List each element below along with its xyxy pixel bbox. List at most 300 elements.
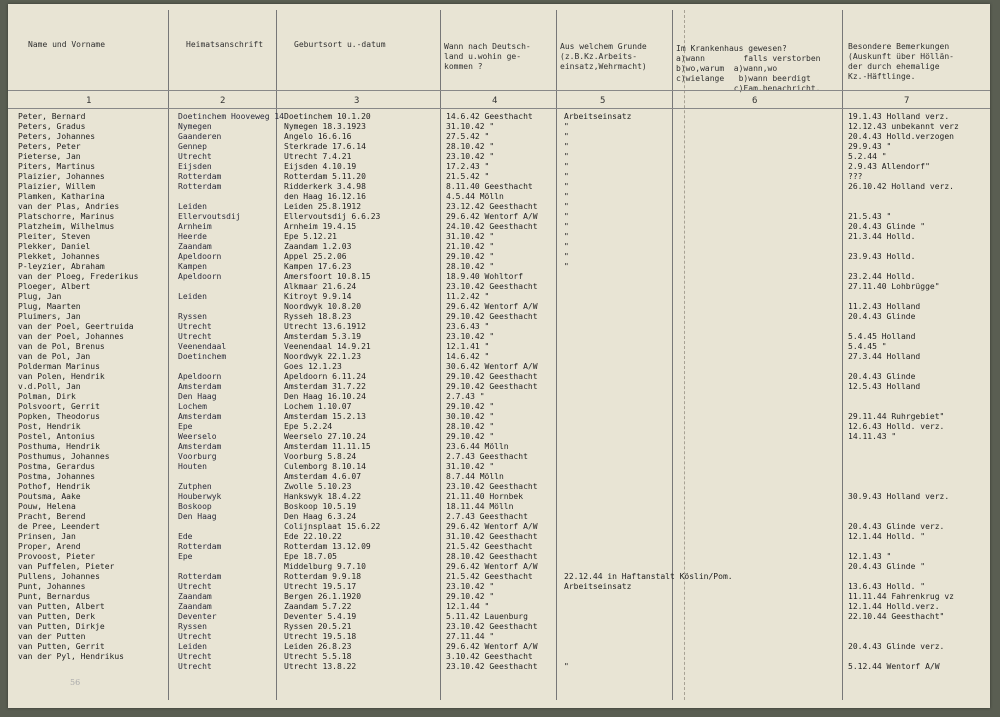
address-cell: Zaandam — [178, 242, 212, 251]
name-cell: Pieterse, Jan — [18, 152, 81, 161]
arrival-cell: 30.10.42 " — [446, 412, 495, 421]
birth-cell: Ede 22.10.22 — [284, 532, 342, 541]
reason-cell: " — [564, 122, 569, 131]
birth-cell: Colijnsplaat 15.6.22 — [284, 522, 381, 531]
birth-cell: Voorburg 5.8.24 — [284, 452, 357, 461]
remarks-cell: 29.9.43 " — [848, 142, 892, 151]
remarks-cell: 20.4.43 Holld.verzogen — [848, 132, 954, 141]
table-row — [8, 352, 990, 362]
address-cell: Utrecht — [178, 582, 212, 591]
birth-cell: Amsterdam 4.6.07 — [284, 472, 362, 481]
name-cell: Postma, Johannes — [18, 472, 96, 481]
remarks-cell: 5.12.44 Wentorf A/W — [848, 662, 940, 671]
arrival-cell: 29.10.42 Geesthacht — [446, 382, 538, 391]
column-number: 4 — [492, 96, 498, 106]
arrival-cell: 23.6.44 Mölln — [446, 442, 509, 451]
arrival-cell: 29.10.42 " — [446, 402, 495, 411]
reason-cell: " — [564, 232, 569, 241]
name-cell: Punt, Johannes — [18, 582, 86, 591]
table-row — [8, 492, 990, 502]
birth-cell: Amsterdam 11.11.15 — [284, 442, 371, 451]
address-cell: Leiden — [178, 202, 207, 211]
name-cell: van der Poel, Geertruida — [18, 322, 134, 331]
arrival-cell: 24.10.42 Geesthacht — [446, 222, 538, 231]
header-hospital: Im Krankenhaus gewesen? a)wann falls verstorben b)wo,warum a)wann,wo c)wielange b)wann beerdigt c)Fam.benachricht. — [676, 44, 821, 93]
name-cell: van der Putten — [18, 632, 86, 641]
arrival-cell: 12.1.44 " — [446, 602, 490, 611]
remarks-cell: 19.1.43 Holland verz. — [848, 112, 950, 121]
birth-cell: Lochem 1.10.07 — [284, 402, 352, 411]
name-cell: Polderman Marinus — [18, 362, 100, 371]
header-arrival: Wann nach Deutsch- land u.wohin ge- kommen ? — [444, 42, 531, 71]
name-cell: Ploeger, Albert — [18, 282, 91, 291]
birth-cell: Ellervoutsdij 6.6.23 — [284, 212, 381, 221]
table-row — [8, 162, 990, 172]
address-cell: Utrecht — [178, 152, 212, 161]
address-cell: Houten — [178, 462, 207, 471]
address-cell: Eijsden — [178, 162, 212, 171]
birth-cell: Angelo 16.6.16 — [284, 132, 352, 141]
address-cell: Rotterdam — [178, 172, 222, 181]
name-cell: Posthumus, Johannes — [18, 452, 110, 461]
arrival-cell: 21.10.42 " — [446, 242, 495, 251]
table-row — [8, 282, 990, 292]
column-number: 7 — [904, 96, 910, 106]
address-cell: Leiden — [178, 292, 207, 301]
address-cell: Amsterdam — [178, 442, 222, 451]
birth-cell: Apeldoorn 6.11.24 — [284, 372, 366, 381]
birth-cell: Noordwyk 10.8.20 — [284, 302, 362, 311]
arrival-cell: 2.7.43 Geesthacht — [446, 452, 528, 461]
birth-cell: Deventer 5.4.19 — [284, 612, 357, 621]
address-cell: Ryssen — [178, 622, 207, 631]
birth-cell: Zwolle 5.10.23 — [284, 482, 352, 491]
document-sheet — [8, 4, 990, 708]
table-row — [8, 132, 990, 142]
table-row — [8, 662, 990, 672]
name-cell: v.d.Poll, Jan — [18, 382, 81, 391]
arrival-cell: 5.11.42 Lauenburg — [446, 612, 528, 621]
address-cell: Arnheim — [178, 222, 212, 231]
reason-cell: " — [564, 222, 569, 231]
arrival-cell: 27.11.44 " — [446, 632, 495, 641]
address-cell: Houberwyk — [178, 492, 222, 501]
arrival-cell: 18.9.40 Wohltorf — [446, 272, 524, 281]
name-cell: Peters, Gradus — [18, 122, 86, 131]
address-cell: Epe — [178, 552, 193, 561]
birth-cell: Rotterdam 9.9.18 — [284, 572, 362, 581]
birth-cell: Hankswyk 18.4.22 — [284, 492, 362, 501]
table-row — [8, 562, 990, 572]
remarks-cell: 20.4.43 Glinde verz. — [848, 642, 945, 651]
table-row — [8, 232, 990, 242]
arrival-cell: 21.11.40 Hornbek — [446, 492, 524, 501]
birth-cell: Amsterdam 15.2.13 — [284, 412, 366, 421]
arrival-cell: 29.6.42 Wentorf A/W — [446, 522, 538, 531]
arrival-cell: 29.6.42 Wentorf A/W — [446, 302, 538, 311]
reason-cell: " — [564, 132, 569, 141]
address-cell: Deventer — [178, 612, 217, 621]
table-row — [8, 612, 990, 622]
table-row — [8, 512, 990, 522]
birth-cell: Sterkrade 17.6.14 — [284, 142, 366, 151]
table-row — [8, 412, 990, 422]
name-cell: van der Ploeg, Frederikus — [18, 272, 139, 281]
table-row — [8, 482, 990, 492]
reason-cell: " — [564, 182, 569, 191]
address-cell: Utrecht — [178, 332, 212, 341]
remarks-cell: 30.9.43 Holland verz. — [848, 492, 950, 501]
reason-cell: " — [564, 252, 569, 261]
remarks-cell: 11.11.44 Fahrenkrug vz — [848, 592, 954, 601]
remarks-cell: 12.6.43 Holld. verz. — [848, 422, 945, 431]
remarks-cell: 12.5.43 Holland — [848, 382, 921, 391]
address-cell: Den Haag — [178, 512, 217, 521]
arrival-cell: 2.7.43 Geesthacht — [446, 512, 528, 521]
birth-cell: Utrecht 5.5.18 — [284, 652, 352, 661]
header-remarks: Besondere Bemerkungen (Auskunft über Höllän- der durch ehemalige Kz.-Häftlinge. — [848, 42, 954, 81]
table-row — [8, 642, 990, 652]
reason-cell: " — [564, 242, 569, 251]
remarks-cell: 12.1.44 Holld.verz. — [848, 602, 940, 611]
arrival-cell: 31.10.42 " — [446, 462, 495, 471]
birth-cell: Utrecht 19.5.17 — [284, 582, 357, 591]
arrival-cell: 23.10.42 Geesthacht — [446, 482, 538, 491]
birth-cell: Rysseh 18.8.23 — [284, 312, 352, 321]
reason-cell: " — [564, 172, 569, 181]
name-cell: van Putten, Albert — [18, 602, 105, 611]
table-row — [8, 542, 990, 552]
birth-cell: Epe 5.12.21 — [284, 232, 337, 241]
birth-cell: Culemborg 8.10.14 — [284, 462, 366, 471]
remarks-cell: 20.4.43 Glinde " — [848, 222, 926, 231]
name-cell: Pothof, Hendrik — [18, 482, 91, 491]
name-cell: van der Pyl, Hendrikus — [18, 652, 124, 661]
address-cell: Rotterdam — [178, 182, 222, 191]
table-row — [8, 322, 990, 332]
arrival-cell: 3.10.42 Geesthacht — [446, 652, 533, 661]
arrival-cell: 23.10.42 Geesthacht — [446, 662, 538, 671]
address-cell: Epe — [178, 422, 193, 431]
birth-cell: Rotterdam 5.11.20 — [284, 172, 366, 181]
address-cell: Apeldoorn — [178, 272, 222, 281]
birth-cell: Zaandam 5.7.22 — [284, 602, 352, 611]
name-cell: van Putten, Gerrit — [18, 642, 105, 651]
name-cell: Plug, Maarten — [18, 302, 81, 311]
birth-cell: Middelburg 9.7.10 — [284, 562, 366, 571]
remarks-cell: 23.9.43 Holld. — [848, 252, 916, 261]
address-cell: Voorburg — [178, 452, 217, 461]
birth-cell: Veenendaal 14.9.21 — [284, 342, 371, 351]
arrival-cell: 11.2.42 " — [446, 292, 490, 301]
remarks-cell: 22.10.44 Geesthacht" — [848, 612, 945, 621]
table-row — [8, 302, 990, 312]
birth-cell: Zaandam 1.2.03 — [284, 242, 352, 251]
name-cell: P-leyzier, Abraham — [18, 262, 105, 271]
arrival-cell: 23.12.42 Geesthacht — [446, 202, 538, 211]
arrival-cell: 21.5.42 " — [446, 172, 490, 181]
address-cell: Utrecht — [178, 322, 212, 331]
table-row — [8, 582, 990, 592]
birth-cell: Noordwyk 22.1.23 — [284, 352, 362, 361]
address-cell: Gennep — [178, 142, 207, 151]
name-cell: Plug, Jan — [18, 292, 62, 301]
table-row — [8, 392, 990, 402]
table-row — [8, 622, 990, 632]
reason-cell: " — [564, 192, 569, 201]
name-cell: Pleiter, Steven — [18, 232, 91, 241]
address-cell: Zutphen — [178, 482, 212, 491]
reason-cell: Arbeitseinsatz — [564, 582, 632, 591]
remarks-cell: 13.6.43 Holld. " — [848, 582, 926, 591]
header-reason: Aus welchem Grunde (z.B.Kz.Arbeits- einsatz,Wehrmacht) — [560, 42, 647, 71]
birth-cell: Eijsden 4.10.19 — [284, 162, 357, 171]
name-cell: Punt, Bernardus — [18, 592, 91, 601]
table-row — [8, 522, 990, 532]
arrival-cell: 21.5.42 Geesthacht — [446, 572, 533, 581]
birth-cell: Den Haag 16.10.24 — [284, 392, 366, 401]
table-row — [8, 472, 990, 482]
address-cell: Den Haag — [178, 392, 217, 401]
header-rule — [8, 90, 990, 91]
column-number: 3 — [354, 96, 360, 106]
arrival-cell: 8.11.40 Geesthacht — [446, 182, 533, 191]
birth-cell: Kitroyt 9.9.14 — [284, 292, 352, 301]
arrival-cell: 23.10.42 " — [446, 332, 495, 341]
name-cell: Pouw, Helena — [18, 502, 76, 511]
remarks-cell: 12.1.43 " — [848, 552, 892, 561]
address-cell: Utrecht — [178, 632, 212, 641]
birth-cell: Leiden 26.8.23 — [284, 642, 352, 651]
header-birth: Geburtsort u.-datum — [294, 40, 386, 49]
table-row — [8, 112, 990, 122]
name-cell: Poutsma, Aake — [18, 492, 81, 501]
name-cell: Posthuma, Hendrik — [18, 442, 100, 451]
address-cell: Ryssen — [178, 312, 207, 321]
table-row — [8, 252, 990, 262]
arrival-cell: 14.6.42 " — [446, 352, 490, 361]
reason-cell: Arbeitseinsatz — [564, 112, 632, 121]
table-row — [8, 272, 990, 282]
table-row — [8, 632, 990, 642]
table-row — [8, 442, 990, 452]
table-row — [8, 342, 990, 352]
arrival-cell: 28.10.42 " — [446, 142, 495, 151]
table-row — [8, 372, 990, 382]
birth-cell: Ridderkerk 3.4.98 — [284, 182, 366, 191]
arrival-cell: 29.10.42 " — [446, 252, 495, 261]
arrival-cell: 23.6.43 " — [446, 322, 490, 331]
address-cell: Apeldoorn — [178, 372, 222, 381]
birth-cell: Kampen 17.6.23 — [284, 262, 352, 271]
address-cell: Doetinchem — [178, 352, 227, 361]
remarks-cell: 5.4.45 " — [848, 342, 887, 351]
birth-cell: Bergen 26.1.1920 — [284, 592, 362, 601]
name-cell: Proper, Arend — [18, 542, 81, 551]
birth-cell: Doetinchem 10.1.20 — [284, 112, 371, 121]
table-row — [8, 602, 990, 612]
name-cell: van Putten, Derk — [18, 612, 96, 621]
reason-cell: " — [564, 152, 569, 161]
address-cell: Doetinchem Hooveweg 14 — [178, 112, 284, 121]
arrival-cell: 23.10.42 " — [446, 152, 495, 161]
remarks-cell: 21.3.44 Holld. — [848, 232, 916, 241]
address-cell: Apeldoorn — [178, 252, 222, 261]
address-cell: Leiden — [178, 642, 207, 651]
birth-cell: Arnheim 19.4.15 — [284, 222, 357, 231]
arrival-cell: 2.7.43 " — [446, 392, 485, 401]
address-cell: Rotterdam — [178, 572, 222, 581]
birth-cell: Utrecht 7.4.21 — [284, 152, 352, 161]
address-cell: Zaandam — [178, 592, 212, 601]
table-row — [8, 222, 990, 232]
name-cell: van Puffelen, Pieter — [18, 562, 115, 571]
reason-cell: " — [564, 202, 569, 211]
table-row — [8, 202, 990, 212]
birth-cell: Appel 25.2.06 — [284, 252, 347, 261]
name-cell: Plamken, Katharina — [18, 192, 105, 201]
reason-cell: " — [564, 212, 569, 221]
table-row — [8, 362, 990, 372]
arrival-cell: 8.7.44 Mölln — [446, 472, 504, 481]
table-row — [8, 152, 990, 162]
address-cell: Zaandam — [178, 602, 212, 611]
remarks-cell: 20.4.43 Glinde — [848, 312, 916, 321]
arrival-cell: 29.6.42 Wentorf A/W — [446, 562, 538, 571]
table-row — [8, 122, 990, 132]
address-cell: Kampen — [178, 262, 207, 271]
table-row — [8, 552, 990, 562]
address-cell: Gaanderen — [178, 132, 222, 141]
arrival-cell: 14.6.42 Geesthacht — [446, 112, 533, 121]
name-cell: van der Poel, Johannes — [18, 332, 124, 341]
table-row — [8, 432, 990, 442]
name-cell: Platzheim, Wilhelmus — [18, 222, 115, 231]
name-cell: Postel, Antonius — [18, 432, 96, 441]
page-mark: 56 — [70, 678, 81, 687]
name-cell: Platschorre, Marinus — [18, 212, 115, 221]
name-cell: Postma, Gerardus — [18, 462, 96, 471]
arrival-cell: 31.10.42 Geesthacht — [446, 532, 538, 541]
address-cell: Amsterdam — [178, 412, 222, 421]
arrival-cell: 29.10.42 " — [446, 592, 495, 601]
birth-cell: Ryssen 20.5.21 — [284, 622, 352, 631]
table-row — [8, 592, 990, 602]
birth-cell: Den Haag 6.3.24 — [284, 512, 357, 521]
arrival-cell: 4.5.44 Mölln — [446, 192, 504, 201]
table-row — [8, 292, 990, 302]
table-row — [8, 422, 990, 432]
table-row — [8, 142, 990, 152]
column-number: 5 — [600, 96, 606, 106]
address-cell: Boskoop — [178, 502, 212, 511]
reason-cell: " — [564, 662, 569, 671]
birth-cell: Nymegen 18.3.1923 — [284, 122, 366, 131]
birth-cell: Utrecht 13.8.22 — [284, 662, 357, 671]
table-row — [8, 242, 990, 252]
birth-cell: Amersfoort 10.8.15 — [284, 272, 371, 281]
name-cell: de Pree, Leendert — [18, 522, 100, 531]
birth-cell: Alkmaar 21.6.24 — [284, 282, 357, 291]
header-rule — [8, 108, 990, 109]
remarks-cell: 2.9.43 Allendorf" — [848, 162, 930, 171]
name-cell: van de Pol, Jan — [18, 352, 91, 361]
name-cell: Plaizier, Willem — [18, 182, 96, 191]
name-cell: Pluimers, Jan — [18, 312, 81, 321]
arrival-cell: 27.5.42 " — [446, 132, 490, 141]
name-cell: van der Plas, Andries — [18, 202, 120, 211]
birth-cell: Rotterdam 13.12.09 — [284, 542, 371, 551]
birth-cell: Epe 18.7.05 — [284, 552, 337, 561]
birth-cell: Amsterdam 5.3.19 — [284, 332, 362, 341]
name-cell: Plaizier, Johannes — [18, 172, 105, 181]
arrival-cell: 21.5.42 Geesthacht — [446, 542, 533, 551]
name-cell: Polman, Dirk — [18, 392, 76, 401]
arrival-cell: 28.10.42 Geesthacht — [446, 552, 538, 561]
arrival-cell: 29.10.42 " — [446, 432, 495, 441]
name-cell: Peters, Johannes — [18, 132, 96, 141]
address-cell: Ellervoutsdij — [178, 212, 241, 221]
arrival-cell: 29.10.42 Geesthacht — [446, 372, 538, 381]
column-number: 1 — [86, 96, 92, 106]
remarks-cell: 11.2.43 Holland — [848, 302, 921, 311]
address-cell: Ede — [178, 532, 193, 541]
remarks-cell: 20.4.43 Glinde verz. — [848, 522, 945, 531]
name-cell: Popken, Theodorus — [18, 412, 100, 421]
table-row — [8, 212, 990, 222]
table-row — [8, 192, 990, 202]
address-cell: Nymegen — [178, 122, 212, 131]
arrival-cell: 29.6.42 Wentorf A/W — [446, 212, 538, 221]
reason-cell: " — [564, 142, 569, 151]
name-cell: van Putten, Dirkje — [18, 622, 105, 631]
name-cell: van de Pol, Brenus — [18, 342, 105, 351]
arrival-cell: 28.10.42 " — [446, 422, 495, 431]
remarks-cell: 23.2.44 Holld. — [848, 272, 916, 281]
remarks-cell: 12.1.44 Holld. " — [848, 532, 926, 541]
table-row — [8, 402, 990, 412]
address-cell: Lochem — [178, 402, 207, 411]
name-cell: Plekket, Johannes — [18, 252, 100, 261]
birth-cell: Boskoop 10.5.19 — [284, 502, 357, 511]
address-cell: Rotterdam — [178, 542, 222, 551]
name-cell: Pullens, Johannes — [18, 572, 100, 581]
arrival-cell: 17.2.43 " — [446, 162, 490, 171]
name-cell: Piters, Martinus — [18, 162, 96, 171]
remarks-cell: ??? — [848, 172, 863, 181]
birth-cell: Epe 5.2.24 — [284, 422, 333, 431]
name-cell: Pracht, Berend — [18, 512, 86, 521]
column-number: 2 — [220, 96, 226, 106]
birth-cell: Amsterdam 31.7.22 — [284, 382, 366, 391]
remarks-cell: 26.10.42 Holland verz. — [848, 182, 954, 191]
remarks-cell: 20.4.43 Glinde — [848, 372, 916, 381]
remarks-cell: 20.4.43 Glinde " — [848, 562, 926, 571]
table-row — [8, 262, 990, 272]
reason-cell: " — [564, 162, 569, 171]
name-cell: Post, Hendrik — [18, 422, 81, 431]
reason-cell: 22.12.44 in Haftanstalt Köslin/Pom. — [564, 572, 733, 581]
address-cell: Utrecht — [178, 652, 212, 661]
table-row — [8, 382, 990, 392]
birth-cell: Leiden 25.8.1912 — [284, 202, 362, 211]
remarks-cell: 14.11.43 " — [848, 432, 897, 441]
name-cell: van Polen, Hendrik — [18, 372, 105, 381]
table-row — [8, 172, 990, 182]
reason-cell: " — [564, 262, 569, 271]
table-row — [8, 182, 990, 192]
name-cell: Prinsen, Jan — [18, 532, 76, 541]
